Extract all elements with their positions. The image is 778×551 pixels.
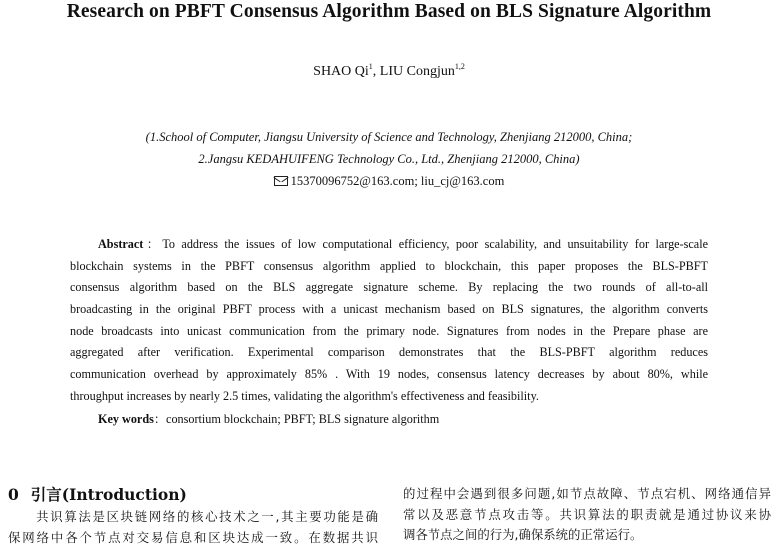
paper-title: Research on PBFT Consensus Algorithm Based on BLS Signature Algorithm <box>66 1 712 22</box>
author-separator: , <box>372 64 380 79</box>
section-title: 引言(Introduction) <box>30 485 187 504</box>
keywords-label: Key words <box>98 412 154 426</box>
body-line: 常以及恶意节点攻击等。共识算法的职责就是通过协议来协 <box>403 506 771 522</box>
keywords-separator: ： <box>153 412 167 426</box>
abstract-label-separator: ： <box>143 237 163 251</box>
abstract-label: Abstract <box>98 237 144 251</box>
section-heading <box>8 483 187 505</box>
body-line: 调各节点之间的行为,确保系统的正常运行。 <box>403 527 643 542</box>
author-name: SHAO Qi <box>313 64 369 79</box>
abstract-line: throughput increases by nearly 2.5 times, validating the algorithm's effectiveness and feasibility. <box>70 388 539 403</box>
abstract-line: broadcasting in the original PBFT process with a unicast mechanism based on BLS signatures, the algorithm converts <box>70 302 708 317</box>
abstract-block <box>70 234 708 408</box>
body-line: 的过程中会遇到很多问题,如节点故障、节点宕机、网络通信异 <box>403 486 771 501</box>
email-addresses: 15370096752@163.com; liu_cj@163.com <box>290 174 505 188</box>
abstract-line: consensus algorithm based on the BLS aggregate signature scheme. By replacing the two rounds of all-to-all <box>70 280 708 295</box>
affiliation-line-1: (1.School of Computer, Jiangsu University of Science and Technology, Zhenjiang 212000, China; <box>145 130 633 144</box>
affiliation-superscript: 1,2 <box>454 62 465 71</box>
abstract-text: To address the issues of low computational efficiency, poor scalability, and unsuitability for large-scale <box>162 237 708 251</box>
body-line: 保网络中各个节点对交易信息和区块达成一致。在数据共识 <box>8 529 378 545</box>
keywords-text: consortium blockchain; PBFT; BLS signature algorithm <box>166 412 440 426</box>
author-line <box>0 62 778 80</box>
abstract-line: aggregated after verification. Experimental comparison demonstrates that the BLS-PBFT algorithm reduces <box>70 345 708 360</box>
abstract-line <box>70 234 708 256</box>
email-line <box>0 174 778 189</box>
affiliation-line-2: 2.Jangsu KEDAHUIFENG Technology Co., Ltd., Zhenjiang 212000, China) <box>198 152 580 166</box>
envelope-icon <box>274 176 288 186</box>
right-column <box>403 484 771 546</box>
affiliation-superscript: 1 <box>368 62 373 71</box>
abstract-line: blockchain systems in the PBFT consensus algorithm applied to blockchain, this paper proposes the BLS-PBFT <box>70 258 708 273</box>
abstract-line: node broadcasts into unicast communication from the primary node. Signatures from nodes in the Prepare phase are <box>70 323 708 338</box>
left-column <box>8 507 378 548</box>
author-name: LIU Congjun <box>379 64 455 79</box>
body-line: 共识算法是区块链网络的核心技术之一,其主要功能是确 <box>8 509 378 524</box>
section-number: 0 <box>8 485 19 504</box>
keywords-line <box>98 410 439 427</box>
abstract-line: communication overhead by approximately 85% . With 19 nodes, consensus latency decreases by about 80%, while <box>70 367 708 382</box>
